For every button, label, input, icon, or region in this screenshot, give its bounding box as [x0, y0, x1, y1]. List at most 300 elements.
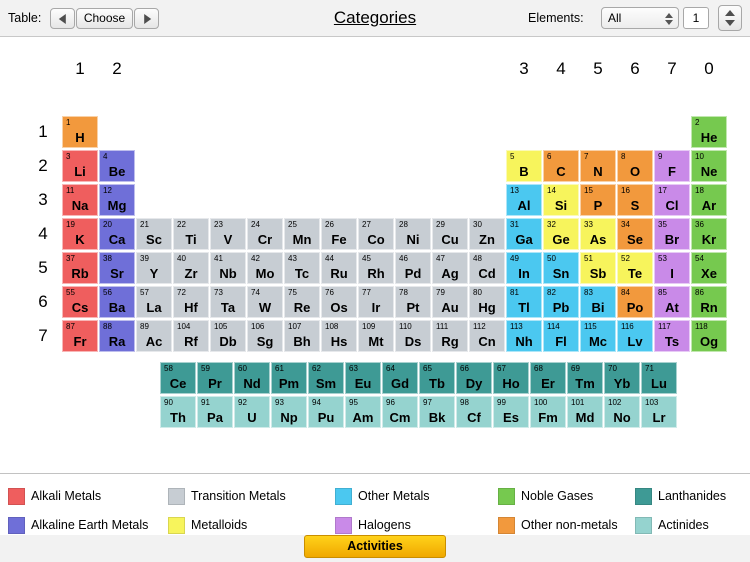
element-symbol: Dy	[465, 376, 483, 391]
element-number: 89	[140, 322, 149, 331]
element-cell[interactable]	[432, 320, 468, 352]
element-cell[interactable]	[469, 218, 505, 250]
element-number: 76	[325, 288, 334, 297]
legend-swatch	[635, 488, 652, 505]
element-number: 59	[201, 364, 210, 373]
element-symbol: S	[630, 198, 640, 213]
element-number: 67	[497, 364, 506, 373]
element-number: 21	[140, 220, 149, 229]
element-cell[interactable]	[358, 218, 394, 250]
element-number: 88	[103, 322, 112, 331]
group-label: 7	[667, 59, 677, 78]
element-number: 18	[695, 186, 704, 195]
element-symbol: Xe	[701, 266, 717, 281]
element-cell[interactable]	[617, 320, 653, 352]
element-symbol: No	[613, 410, 631, 425]
element-cell[interactable]	[580, 218, 616, 250]
legend-swatch	[335, 517, 352, 534]
element-symbol: Rn	[700, 300, 718, 315]
legend-swatch	[635, 517, 652, 534]
element-cell[interactable]	[580, 252, 616, 284]
element-cell[interactable]	[617, 286, 653, 318]
elements-filter-value: All	[608, 11, 622, 25]
element-cell[interactable]	[395, 286, 431, 318]
element-cell[interactable]	[395, 252, 431, 284]
element-cell[interactable]	[506, 184, 542, 216]
element-symbol: Eu	[354, 376, 372, 391]
element-symbol: Pa	[207, 410, 223, 425]
element-symbol: Db	[219, 334, 237, 349]
element-cell[interactable]	[432, 286, 468, 318]
element-cell[interactable]	[654, 286, 690, 318]
element-symbol: Ru	[330, 266, 348, 281]
element-number: 73	[214, 288, 223, 297]
element-cell[interactable]	[617, 252, 653, 284]
element-cell[interactable]	[691, 320, 727, 352]
element-symbol: Lr	[652, 410, 666, 425]
element-cell[interactable]	[469, 286, 505, 318]
element-symbol: Tm	[575, 376, 595, 391]
element-cell[interactable]	[99, 286, 135, 318]
element-number: 70	[608, 364, 617, 373]
toolbar	[0, 0, 750, 37]
element-number: 80	[473, 288, 482, 297]
element-number: 6	[547, 152, 552, 161]
element-cell[interactable]	[62, 218, 98, 250]
element-cell[interactable]	[358, 320, 394, 352]
element-number: 74	[251, 288, 260, 297]
stepper-down-icon[interactable]	[725, 20, 735, 26]
element-cell[interactable]	[99, 150, 135, 182]
element-cell[interactable]	[580, 286, 616, 318]
element-cell[interactable]	[308, 396, 344, 428]
element-number: 104	[177, 322, 191, 331]
element-number: 105	[214, 322, 228, 331]
element-number: 71	[645, 364, 654, 373]
element-symbol: Br	[664, 232, 680, 247]
element-number: 58	[164, 364, 173, 373]
element-cell[interactable]	[197, 362, 233, 394]
element-cell[interactable]	[210, 218, 246, 250]
element-cell[interactable]	[691, 218, 727, 250]
element-cell[interactable]	[493, 362, 529, 394]
element-symbol: Ts	[664, 334, 680, 349]
element-number: 94	[312, 398, 321, 407]
element-symbol: Bh	[293, 334, 311, 349]
element-number: 90	[164, 398, 173, 407]
element-symbol: Cs	[71, 300, 89, 315]
element-number: 108	[325, 322, 339, 331]
legend-label: Transition Metals	[191, 489, 286, 503]
element-cell[interactable]	[321, 320, 357, 352]
chevron-updown-icon	[665, 12, 674, 26]
period-label: 3	[38, 190, 48, 209]
element-symbol: Bk	[428, 410, 446, 425]
element-number: 107	[288, 322, 302, 331]
element-number: 55	[66, 288, 75, 297]
element-number: 37	[66, 254, 75, 263]
element-cell[interactable]	[136, 286, 172, 318]
element-symbol: Pu	[317, 410, 335, 425]
element-symbol: Tb	[429, 376, 445, 391]
legend-label: Other Metals	[358, 489, 430, 503]
element-cell[interactable]	[284, 286, 320, 318]
period-label: 7	[38, 326, 48, 345]
element-symbol: V	[223, 232, 233, 247]
element-number: 49	[510, 254, 519, 263]
element-symbol: Ar	[701, 198, 717, 213]
element-cell[interactable]	[691, 116, 727, 148]
element-number: 3	[66, 152, 71, 161]
element-number: 10	[695, 152, 704, 161]
element-cell[interactable]	[99, 252, 135, 284]
element-cell[interactable]	[160, 362, 196, 394]
legend-swatch	[168, 517, 185, 534]
legend-swatch	[8, 488, 25, 505]
period-label: 6	[38, 292, 48, 311]
element-number: 53	[658, 254, 667, 263]
element-cell[interactable]	[543, 150, 579, 182]
element-cell[interactable]	[271, 396, 307, 428]
element-cell[interactable]	[456, 362, 492, 394]
element-number: 117	[658, 322, 671, 331]
element-number: 69	[571, 364, 580, 373]
element-symbol: Co	[367, 232, 385, 247]
element-symbol: Ca	[108, 232, 126, 247]
legend-label: Alkaline Earth Metals	[31, 518, 149, 532]
element-cell[interactable]	[284, 320, 320, 352]
element-cell[interactable]	[345, 362, 381, 394]
element-cell[interactable]	[506, 252, 542, 284]
element-number: 87	[66, 322, 75, 331]
legend-swatch	[498, 488, 515, 505]
element-cell[interactable]	[321, 252, 357, 284]
element-cell[interactable]	[617, 184, 653, 216]
legend-label: Metalloids	[191, 518, 248, 532]
element-cell[interactable]	[99, 184, 135, 216]
group-label: 6	[630, 59, 640, 78]
element-cell[interactable]	[419, 396, 455, 428]
element-symbol: Ta	[220, 300, 236, 315]
elements-stepper[interactable]	[718, 5, 742, 31]
element-number: 111	[436, 322, 449, 331]
element-cell[interactable]	[506, 320, 542, 352]
element-cell[interactable]	[543, 218, 579, 250]
element-cell[interactable]	[604, 396, 640, 428]
element-cell[interactable]	[654, 218, 690, 250]
element-cell[interactable]	[62, 320, 98, 352]
element-number: 66	[460, 364, 469, 373]
element-symbol: Ba	[108, 300, 126, 315]
element-number: 77	[362, 288, 371, 297]
element-symbol: Yb	[613, 376, 631, 391]
element-cell[interactable]	[247, 218, 283, 250]
element-cell[interactable]	[543, 320, 579, 352]
element-cell[interactable]	[160, 396, 196, 428]
element-symbol: F	[668, 164, 676, 179]
element-number: 20	[103, 220, 112, 229]
element-cell[interactable]	[99, 218, 135, 250]
group-label: 2	[112, 59, 122, 78]
element-cell[interactable]	[395, 320, 431, 352]
element-cell[interactable]	[580, 150, 616, 182]
element-cell[interactable]	[173, 252, 209, 284]
element-number: 112	[473, 322, 486, 331]
elements-count-input[interactable]: 1	[683, 7, 709, 29]
element-number: 14	[547, 186, 556, 195]
element-number: 56	[103, 288, 112, 297]
element-symbol: Al	[517, 198, 531, 213]
element-symbol: Np	[280, 410, 298, 425]
element-symbol: Cl	[665, 198, 679, 213]
element-cell[interactable]	[247, 252, 283, 284]
element-cell[interactable]	[382, 396, 418, 428]
element-cell[interactable]	[210, 286, 246, 318]
element-number: 82	[547, 288, 556, 297]
element-symbol: Bi	[591, 300, 605, 315]
element-number: 40	[177, 254, 186, 263]
element-number: 114	[547, 322, 560, 331]
element-number: 84	[621, 288, 630, 297]
element-symbol: Md	[575, 410, 595, 425]
element-cell[interactable]	[432, 218, 468, 250]
element-number: 16	[621, 186, 630, 195]
element-cell[interactable]	[136, 218, 172, 250]
element-number: 23	[214, 220, 223, 229]
element-cell[interactable]	[234, 362, 270, 394]
element-symbol: Cd	[478, 266, 496, 281]
element-symbol: K	[75, 232, 85, 247]
element-symbol: U	[247, 410, 257, 425]
element-cell[interactable]	[395, 218, 431, 250]
element-symbol: Zn	[479, 232, 495, 247]
element-symbol: Ir	[371, 300, 381, 315]
element-symbol: Sn	[552, 266, 570, 281]
element-number: 57	[140, 288, 149, 297]
element-symbol: Tc	[294, 266, 310, 281]
element-symbol: Sr	[110, 266, 124, 281]
element-number: 98	[460, 398, 469, 407]
element-number: 54	[695, 254, 704, 263]
element-cell[interactable]	[506, 218, 542, 250]
element-cell[interactable]	[284, 218, 320, 250]
element-symbol: Tl	[518, 300, 530, 315]
element-symbol: Pb	[552, 300, 570, 315]
element-cell[interactable]	[543, 286, 579, 318]
element-cell[interactable]	[419, 362, 455, 394]
element-cell[interactable]	[567, 362, 603, 394]
element-number: 110	[399, 322, 412, 331]
element-symbol: Ga	[515, 232, 533, 247]
element-number: 83	[584, 288, 593, 297]
stepper-up-icon[interactable]	[725, 10, 735, 16]
element-symbol: Ne	[700, 164, 718, 179]
element-symbol: O	[629, 164, 641, 179]
element-cell[interactable]	[654, 184, 690, 216]
element-number: 51	[584, 254, 593, 263]
element-cell[interactable]	[580, 320, 616, 352]
element-number: 24	[251, 220, 260, 229]
element-number: 101	[571, 398, 585, 407]
element-symbol: B	[519, 164, 529, 179]
element-cell[interactable]	[247, 286, 283, 318]
element-number: 92	[238, 398, 247, 407]
element-symbol: Ac	[145, 334, 163, 349]
period-label: 2	[38, 156, 48, 175]
element-symbol: Y	[149, 266, 159, 281]
legend-swatch	[168, 488, 185, 505]
element-symbol: Sb	[589, 266, 607, 281]
element-symbol: Rf	[184, 334, 198, 349]
element-cell[interactable]	[543, 184, 579, 216]
element-number: 78	[399, 288, 408, 297]
element-symbol: Se	[627, 232, 643, 247]
element-cell[interactable]	[62, 184, 98, 216]
element-number: 47	[436, 254, 445, 263]
element-cell[interactable]	[321, 218, 357, 250]
element-cell[interactable]	[617, 150, 653, 182]
element-number: 5	[510, 152, 515, 161]
legend-swatch	[8, 517, 25, 534]
element-symbol: Nb	[219, 266, 237, 281]
element-cell[interactable]	[197, 396, 233, 428]
element-cell[interactable]	[210, 252, 246, 284]
element-cell[interactable]	[62, 252, 98, 284]
element-number: 72	[177, 288, 186, 297]
element-cell[interactable]	[234, 396, 270, 428]
element-cell[interactable]	[691, 252, 727, 284]
element-cell[interactable]	[654, 320, 690, 352]
element-cell[interactable]	[210, 320, 246, 352]
element-number: 48	[473, 254, 482, 263]
element-symbol: Pr	[208, 376, 222, 391]
element-cell[interactable]	[567, 396, 603, 428]
element-cell[interactable]	[345, 396, 381, 428]
element-cell[interactable]	[580, 184, 616, 216]
element-cell[interactable]	[271, 362, 307, 394]
element-cell[interactable]	[247, 320, 283, 352]
element-cell[interactable]	[691, 286, 727, 318]
element-symbol: Er	[541, 376, 555, 391]
element-number: 96	[386, 398, 395, 407]
legend-swatch	[498, 517, 515, 534]
element-cell[interactable]	[641, 362, 677, 394]
element-cell[interactable]	[530, 396, 566, 428]
element-cell[interactable]	[469, 252, 505, 284]
element-symbol: Ce	[169, 376, 187, 391]
element-cell[interactable]	[617, 218, 653, 250]
element-number: 33	[584, 220, 593, 229]
element-cell[interactable]	[543, 252, 579, 284]
periodic-table	[0, 37, 750, 467]
element-symbol: Nd	[243, 376, 261, 391]
element-cell[interactable]	[456, 396, 492, 428]
element-cell[interactable]	[506, 150, 542, 182]
element-cell[interactable]	[604, 362, 640, 394]
element-cell[interactable]	[691, 184, 727, 216]
element-number: 50	[547, 254, 556, 263]
element-number: 9	[658, 152, 663, 161]
element-cell[interactable]	[530, 362, 566, 394]
element-symbol: Rg	[441, 334, 459, 349]
element-number: 91	[201, 398, 210, 407]
element-symbol: Ho	[502, 376, 520, 391]
element-symbol: Hs	[330, 334, 348, 349]
element-cell[interactable]	[62, 116, 98, 148]
element-cell[interactable]	[358, 286, 394, 318]
element-symbol: Ag	[441, 266, 459, 281]
element-cell[interactable]	[691, 150, 727, 182]
element-cell[interactable]	[432, 252, 468, 284]
element-symbol: Ni	[406, 232, 420, 247]
element-cell[interactable]	[284, 252, 320, 284]
element-cell[interactable]	[358, 252, 394, 284]
element-cell[interactable]	[654, 252, 690, 284]
element-symbol: Te	[627, 266, 643, 281]
element-cell[interactable]	[173, 286, 209, 318]
element-cell[interactable]	[308, 362, 344, 394]
element-number: 46	[399, 254, 408, 263]
element-number: 42	[251, 254, 260, 263]
element-number: 12	[103, 186, 112, 195]
element-number: 65	[423, 364, 432, 373]
element-symbol: Li	[74, 164, 86, 179]
element-cell[interactable]	[469, 320, 505, 352]
element-symbol: Th	[170, 410, 186, 425]
element-number: 85	[658, 288, 667, 297]
element-cell[interactable]	[136, 320, 172, 352]
element-symbol: Cn	[478, 334, 496, 349]
element-number: 115	[584, 322, 597, 331]
element-number: 103	[645, 398, 659, 407]
element-symbol: Si	[554, 198, 568, 213]
element-cell[interactable]	[173, 218, 209, 250]
element-number: 29	[436, 220, 445, 229]
element-cell[interactable]	[493, 396, 529, 428]
element-number: 106	[251, 322, 265, 331]
element-cell[interactable]	[641, 396, 677, 428]
activities-button[interactable]: Activities	[304, 535, 446, 558]
element-symbol: Ti	[185, 232, 197, 247]
element-cell[interactable]	[99, 320, 135, 352]
element-cell[interactable]	[62, 150, 98, 182]
element-symbol: Am	[352, 410, 374, 425]
element-cell[interactable]	[382, 362, 418, 394]
element-cell[interactable]	[654, 150, 690, 182]
element-symbol: Sc	[146, 232, 162, 247]
element-cell[interactable]	[173, 320, 209, 352]
choose-table-button[interactable]: Choose	[76, 8, 133, 29]
element-cell[interactable]	[136, 252, 172, 284]
element-symbol: H	[75, 130, 85, 145]
element-symbol: Ds	[404, 334, 422, 349]
element-symbol: At	[665, 300, 679, 315]
element-number: 27	[362, 220, 371, 229]
element-symbol: Re	[293, 300, 311, 315]
element-cell[interactable]	[62, 286, 98, 318]
element-number: 1	[66, 118, 71, 127]
element-symbol: Nh	[515, 334, 533, 349]
element-number: 36	[695, 220, 704, 229]
elements-filter-select[interactable]	[601, 7, 679, 29]
element-number: 93	[275, 398, 284, 407]
element-cell[interactable]	[321, 286, 357, 318]
page-title: Categories	[333, 8, 417, 27]
element-cell[interactable]	[506, 286, 542, 318]
element-symbol: Be	[108, 164, 126, 179]
element-symbol: Cm	[389, 410, 411, 425]
element-symbol: Ge	[552, 232, 570, 247]
